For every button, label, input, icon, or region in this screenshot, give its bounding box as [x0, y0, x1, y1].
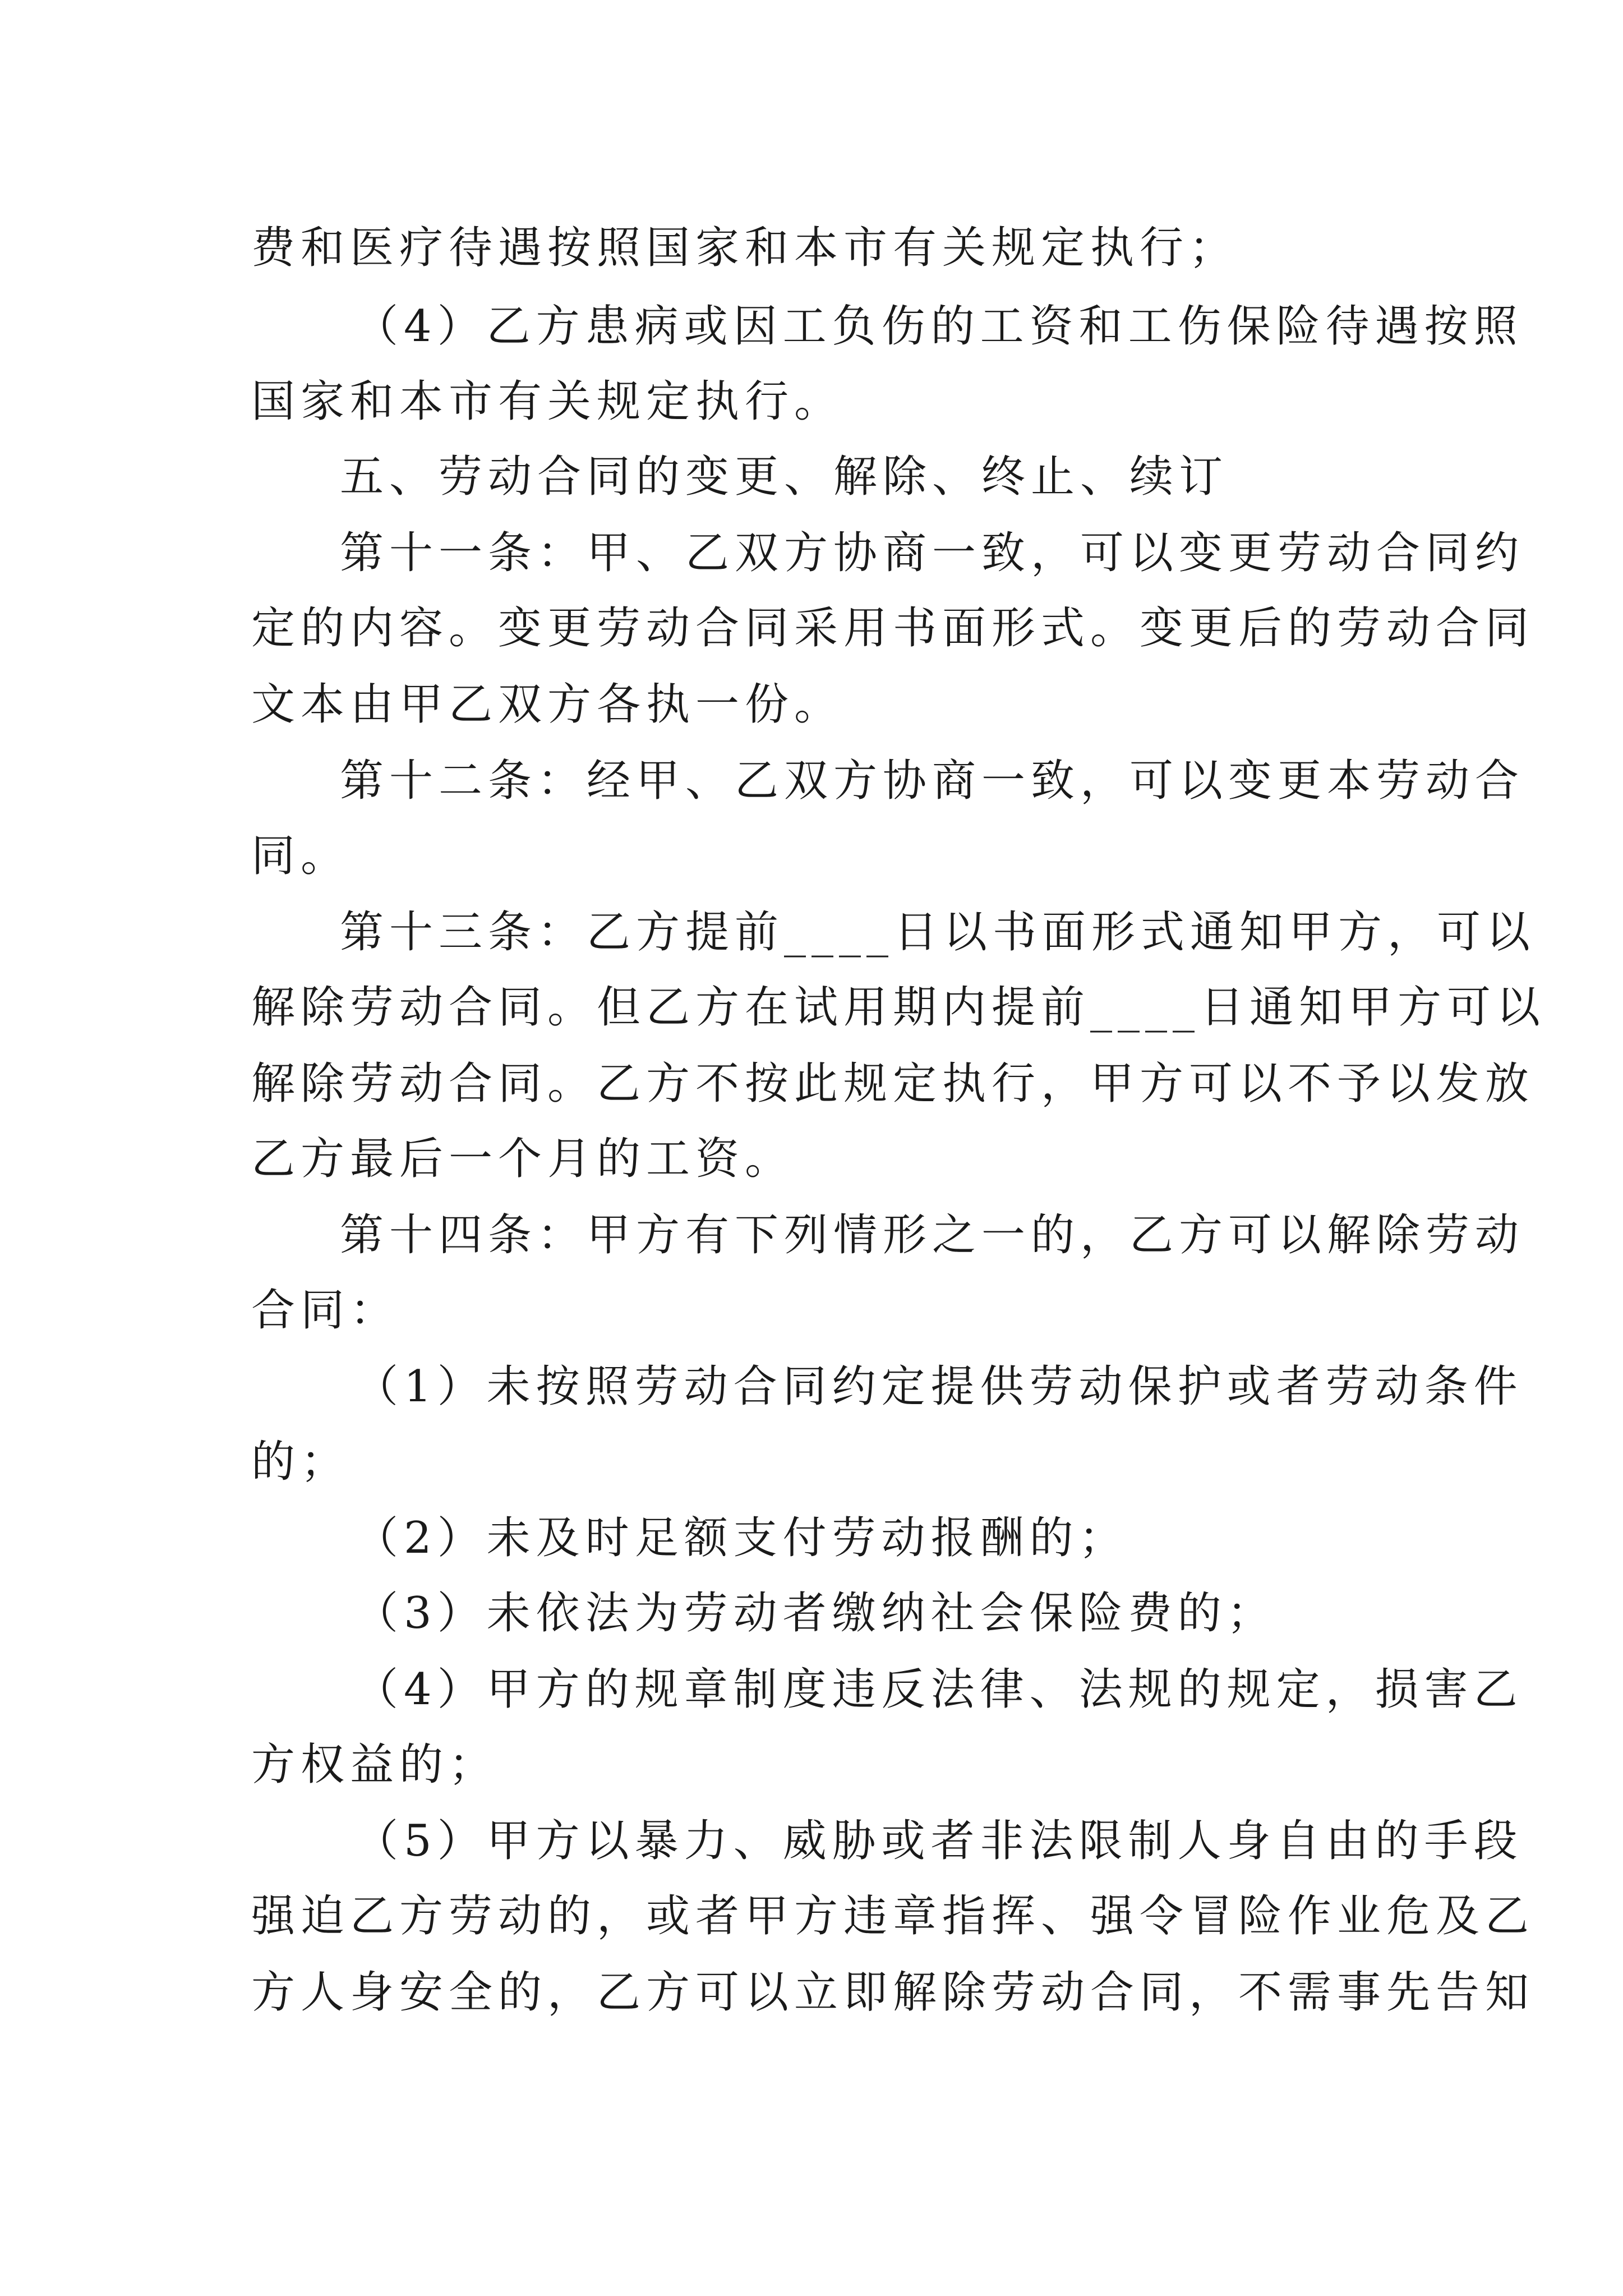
text-line: 第十二条：经甲、乙双方协商一致，可以变更本劳动合 — [340, 756, 1525, 806]
text-line: （2）未及时足额支付劳动报酬的； — [354, 1513, 1128, 1563]
text-line: 方人身安全的，乙方可以立即解除劳动合同，不需事先告知 — [251, 1967, 1535, 2018]
text-line: （3）未依法为劳动者缴纳社会保险费的； — [354, 1588, 1276, 1639]
text-line: 合同： — [251, 1285, 400, 1336]
text-line: 费和医疗待遇按照国家和本市有关规定执行； — [251, 223, 1239, 273]
text-line: （4）甲方的规章制度违反法律、法规的规定，损害乙 — [354, 1664, 1523, 1715]
text-line: 解除劳动合同。但乙方在试用期内提前____日通知甲方可以 — [251, 982, 1546, 1033]
text-line: 定的内容。变更劳动合同采用书面形式。变更后的劳动合同 — [251, 603, 1535, 654]
text-line: 方权益的； — [251, 1740, 499, 1790]
text-line: （5）甲方以暴力、威胁或者非法限制人身自由的手段 — [354, 1816, 1523, 1866]
text-line: 解除劳动合同。乙方不按此规定执行，甲方可以不予以发放 — [251, 1059, 1535, 1109]
section-heading: 五、劳动合同的变更、解除、终止、续订 — [340, 452, 1229, 502]
text-line: （1）未按照劳动合同约定提供劳动保护或者劳动条件 — [354, 1361, 1523, 1412]
text-line: 文本由甲乙双方各执一份。 — [251, 679, 844, 730]
text-line: 第十一条：甲、乙双方协商一致，可以变更劳动合同约 — [340, 528, 1525, 578]
text-line: 乙方最后一个月的工资。 — [251, 1134, 795, 1184]
text-line: 的； — [251, 1437, 351, 1487]
text-line: 同。 — [251, 831, 351, 881]
text-line: 强迫乙方劳动的，或者甲方违章指挥、强令冒险作业危及乙 — [251, 1891, 1535, 1941]
text-line: （4）乙方患病或因工负伤的工资和工伤保险待遇按照 — [354, 301, 1523, 352]
text-line: 第十三条：乙方提前____日以书面形式通知甲方，可以 — [340, 907, 1536, 958]
text-line: 国家和本市有关规定执行。 — [251, 376, 844, 427]
text-line: 第十四条：甲方有下列情形之一的，乙方可以解除劳动 — [340, 1210, 1525, 1260]
